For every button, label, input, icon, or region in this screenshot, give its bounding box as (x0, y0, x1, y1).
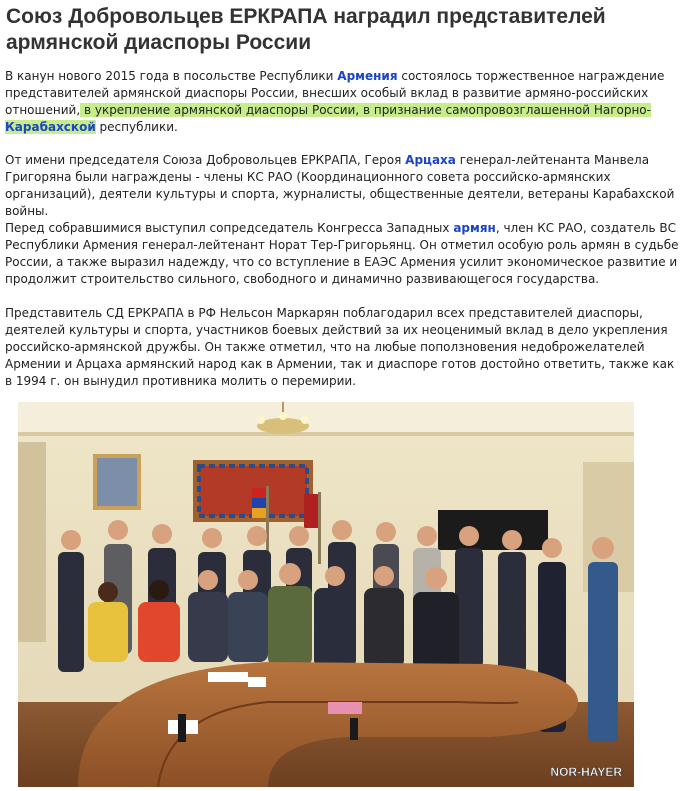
p2-text-1: От имени председателя Союза Добровольцев ЕРКРАПА, Героя (5, 153, 406, 167)
photo-watermark: NOR-HAYER (550, 765, 622, 779)
article-title: Союз Добровольцев ЕРКРАПА наградил представителей армянской диаспоры России (6, 5, 606, 54)
artsakh-link[interactable]: Арцаха (405, 153, 456, 167)
paragraph-1 (5, 68, 685, 136)
p2-text-2: генерал-лейтенанта Манвела Григоряна были награждены - члены КС РАО (Координационного совета российско-армянских организаций), деятели культуры и спорта, журналисты, общественные деятели, ветераны Карабахской войны. (5, 153, 675, 218)
paragraph-4: Представитель СД ЕРКРАПА в РФ Нельсон Маркарян поблагодарил всех представителей диаспоры, деятелей культуры и спорта, участников боевых действий за их неоценимый вклад в дело укрепления российско-армянской дружбы. Он также отметил, что на любые поползновения недоброжелателей Армении и Арцаха армянский народ как в Армении, так и диаспоре готов достойно ответить, также как в 1994 г. он вынудил противника молить о перемирии. (5, 306, 675, 388)
group-photo (18, 402, 634, 787)
paragraph-3 (5, 220, 685, 288)
p3-text-2: , член КС РАО, создатель ВС Республики Армения генерал-лейтенант Норат Тер-Григорьянц. Он отметил особую роль армян в судьбе России, а также выразил надежду, что со вступление в ЕАЭС Армения усилит экономическое развитие и продолжит строительство сильного, свободного и динамично развивающегося государства. (5, 221, 679, 286)
paragraph-2 (5, 152, 685, 220)
p1-highlight-1: в укрепление армянской диаспоры России, в признание самопровозглашенной Нагорно- (80, 103, 651, 117)
armenians-link[interactable]: армян (453, 221, 496, 235)
karabakh-link[interactable]: Карабахской (5, 120, 96, 134)
p3-text-1: Перед собравшимися выступил сопредседатель Конгресса Западных (5, 221, 454, 235)
p1-text-3: республики. (95, 120, 178, 134)
armenia-link[interactable]: Армения (337, 69, 398, 83)
p1-text-1: В канун нового 2015 года в посольстве Республики (5, 69, 338, 83)
p1-text-2: состоялось торжественное награждение представителей армянской диаспоры России, внесших особый вклад в развитие армяно-российских отношений, (5, 69, 665, 117)
